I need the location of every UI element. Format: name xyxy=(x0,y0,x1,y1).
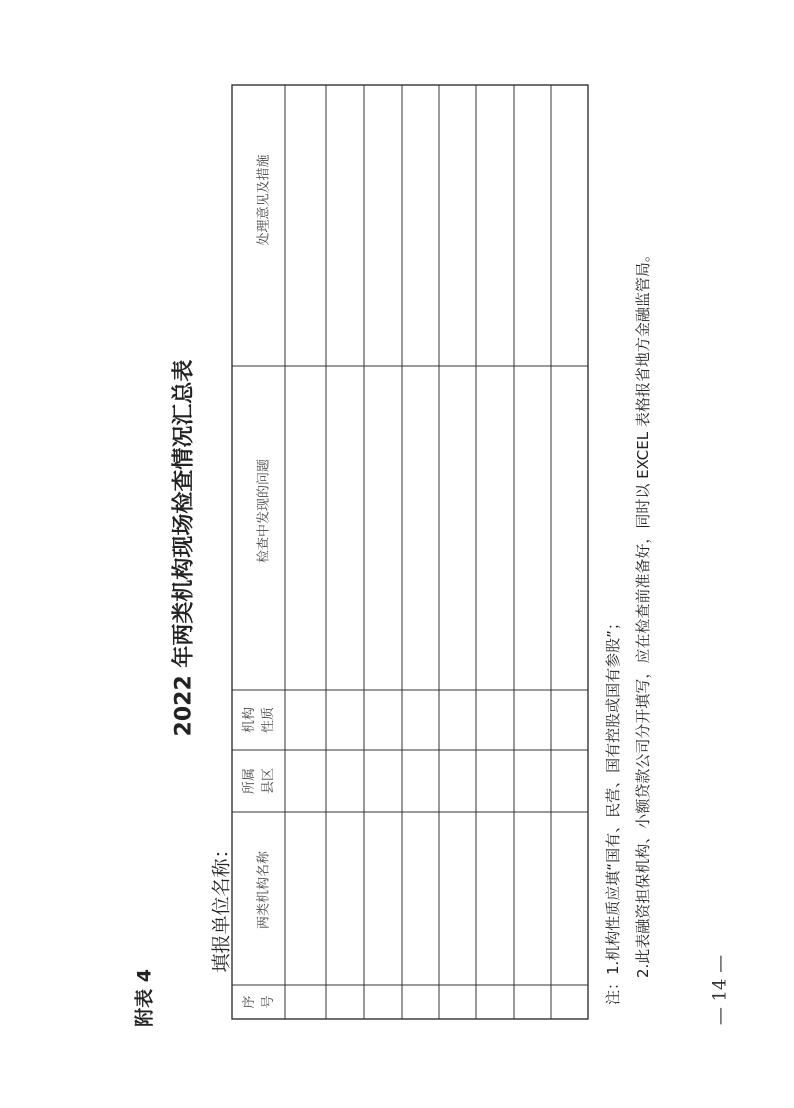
note-1: 注：1.机构性质应填“国有、民营、国有控股或国有参股”； xyxy=(604,615,622,1005)
header-measures: 处理意见及措施 xyxy=(256,154,272,246)
header-seq: 序 号 xyxy=(242,995,276,1009)
page-title: 2022 年两类机构现场检查情况汇总表 xyxy=(171,359,197,737)
header-nature: 机构 性质 xyxy=(242,707,276,734)
annex-label: 附表 4 xyxy=(133,969,156,1027)
header-problems: 检查中发现的问题 xyxy=(256,458,272,564)
header-institution-name: 两类机构名称 xyxy=(256,850,272,930)
header-county: 所属 县区 xyxy=(242,768,276,795)
table-row-dividers xyxy=(285,85,551,1019)
page-number: — 14 — xyxy=(709,954,731,1026)
filler-unit-label: 填报单位名称： xyxy=(210,839,233,973)
note-2: 2.此表融资担保机构、小额贷款公司分开填写，应在检查前准备好，同时以 EXCEL 表格报省地方金融监管局。 xyxy=(634,247,652,978)
